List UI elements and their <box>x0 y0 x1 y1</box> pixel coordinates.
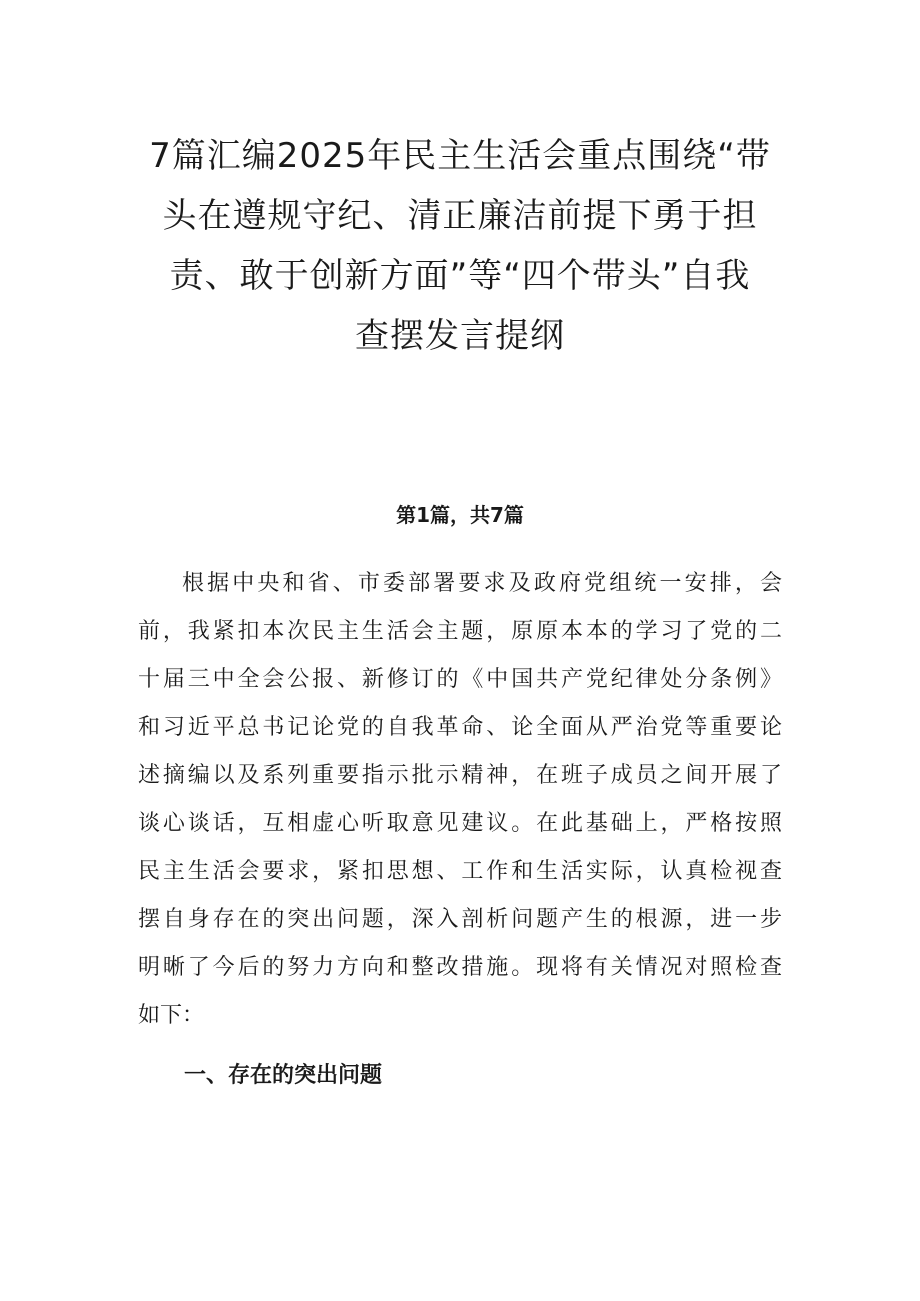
section-count: 第1篇，共7篇 <box>396 503 524 527</box>
title-line: 责、敢于创新方面”等“四个带头”自我 <box>169 256 751 296</box>
paragraph-line: 摆自身存在的突出问题，深入剖析问题产生的根源，进一步 <box>138 907 782 932</box>
title-line: 头在遵规守纪、清正廉洁前提下勇于担 <box>162 196 758 236</box>
paragraph-line: 谈心谈话，互相虚心听取意见建议。在此基础上，严格按照 <box>138 811 782 836</box>
body-paragraph <box>138 560 782 1040</box>
paragraph-line: 如下： <box>138 1003 205 1028</box>
paragraph-line: 明晰了今后的努力方向和整改措施。现将有关情况对照检查 <box>138 955 782 980</box>
title-line: 7篇汇编2025年民主生活会重点围绕“带 <box>149 136 771 176</box>
paragraph-line: 十届三中全会公报、新修订的《中国共产党纪律处分条例》 <box>138 667 782 692</box>
title-line: 查摆发言提纲 <box>355 316 565 356</box>
paragraph-line: 和习近平总书记论党的自我革命、论全面从严治党等重要论 <box>138 715 782 740</box>
section-heading: 一、存在的突出问题 <box>184 1063 383 1088</box>
paragraph-line: 民主生活会要求，紧扣思想、工作和生活实际，认真检视查 <box>138 859 782 884</box>
document-title <box>140 126 780 366</box>
paragraph-line: 根据中央和省、市委部署要求及政府党组统一安排，会 <box>182 571 782 596</box>
paragraph-line: 前，我紧扣本次民主生活会主题，原原本本的学习了党的二 <box>138 619 782 644</box>
paragraph-line: 述摘编以及系列重要指示批示精神，在班子成员之间开展了 <box>138 763 782 788</box>
